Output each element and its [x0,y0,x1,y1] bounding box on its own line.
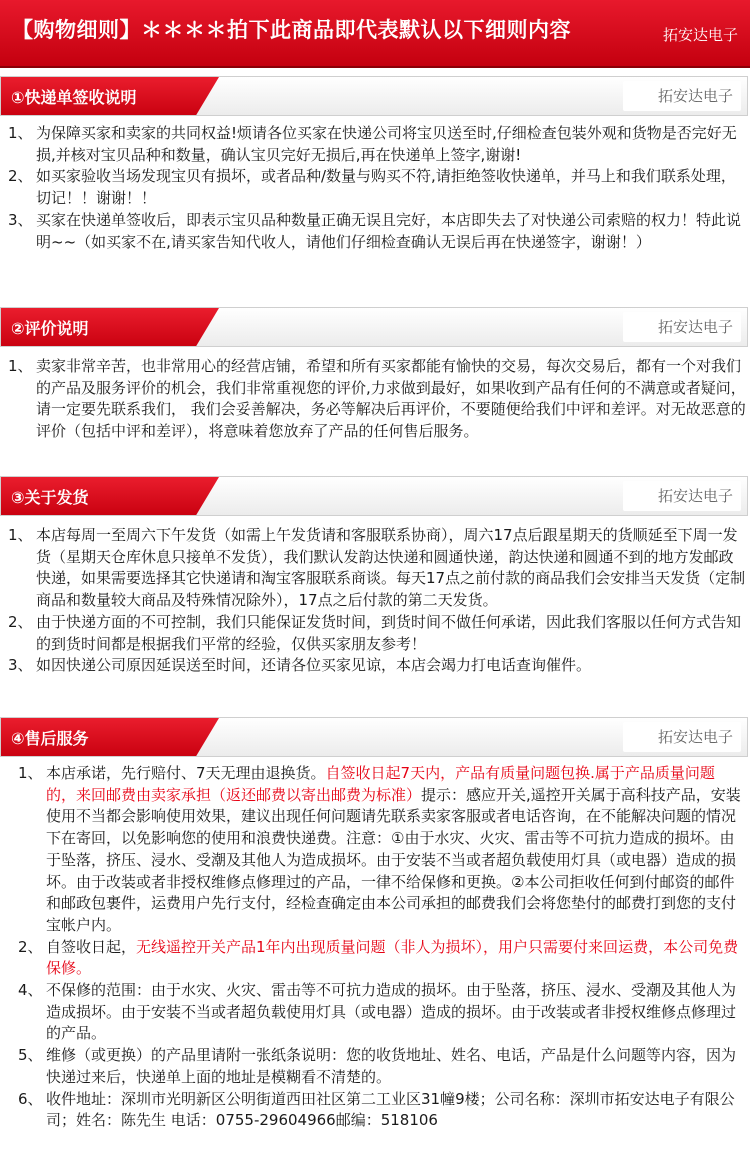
item-text: 维修（或更换）的产品里请附一张纸条说明：您的收货地址、姓名、电话，产品是什么问题等内容，因为快递过来后，快递单上面的地址是模糊看不清楚的。 [46,1046,737,1086]
section-body-shipping [8,525,748,677]
item-number: 4、 [18,981,43,1000]
section-brand: 拓安达电子 [657,87,733,105]
item-number: 1、 [18,764,43,782]
item-number: 5、 [18,1046,43,1065]
item-number: 1、 [8,526,33,544]
item-number: 2、 [8,167,33,186]
item-number: 1、 [8,124,33,142]
section-brand: 拓安达电子 [657,728,733,746]
item-text-highlight: 自签收日起7天内，产品有质量问题包换.属于产品质量问题的，来回邮费由卖家承担（返还邮费以寄出邮费为标准） [46,764,715,804]
item-text: 本店承诺，先行赔付、7天无理由退换货。 [46,764,326,782]
item-text: 买家在快递单签收后，即表示宝贝品种数量正确无误且完好，本店即失去了对快递公司索赔的权力！特此说明~~（如买家不在,请买家告知代收人，请他们仔细检查确认无误后再在快递签字，谢谢！） [36,210,742,251]
banner-title: 【购物细则】＊＊＊＊拍下此商品即代表默认以下细则内容 [12,18,571,42]
item-text: 自签收日起， [46,937,137,956]
item-text: 如买家验收当场发现宝贝有损坏，或者品种/数量与购买不符,请拒绝签收快递单，并马上和我们联系处理，切记！！谢谢！！ [36,167,736,208]
section-header-shipping [0,476,748,516]
section-title: ①快递单签收说明 [11,88,137,107]
list-item [18,980,742,1045]
list-item [8,123,748,166]
banner-brand: 拓安达电子 [662,26,738,44]
item-text: 如因快递公司原因延误送至时间，还请各位买家见谅，本店会竭力打电话查询催件。 [36,656,592,675]
list-item [18,1089,742,1132]
list-item [18,937,742,980]
section-body-signing [8,123,748,253]
item-number: 3、 [8,210,33,229]
item-text: 提示：感应开关,遥控开关属于高科技产品，安装使用不当都会影响使用效果，建议出现任何问题请先联系卖家客服或者电话咨询，在不能解决问题的情况下在寄回，以免影响您的使用和浪费快递费。注意：①由于水灾、火灾、雷击等不可抗力造成的损坏。由于坠落，挤压、浸水、受潮及其他人为造成损坏。由于安装不当或者超负载使用灯具（或电器）造成的损坏。由于改装或者非授权维修点修理过的产品，一律不给保修和更换。②本公司拒收任何到付邮资的邮件和邮政包裹件，运费用户先行支付，经检查确定由本公司承担的邮费我们会将您垫付的邮费打到您的支付宝帐户内。 [46,785,741,934]
list-item [8,166,748,209]
list-item [8,525,748,612]
list-item [8,356,748,443]
item-text: 收件地址：深圳市光明新区公明街道西田社区第二工业区31幢9楼；公司名称：深圳市拓安达电子有限公司；姓名：陈先生 电话：0755-29604966邮编：518106 [46,1089,735,1130]
section-title: ④售后服务 [11,729,89,748]
list-item [18,763,742,937]
item-text: 不保修的范围：由于水灾、火灾、雷击等不可抗力造成的损坏。由于坠落，挤压、浸水、受潮及其他人为造成损坏。由于安装不当或者超负载使用灯具（或电器）造成的损坏。由于改装或者非授权维修点修理过的产品。 [46,981,737,1043]
item-text: 卖家非常辛苦，也非常用心的经营店铺，希望和所有买家都能有愉快的交易，每次交易后，都有一个对我们的产品及服务评价的机会，我们非常重视您的评价,力求做到最好，如果收到产品有任何的不满意或者疑问，请一定要先联系我们， 我们会妥善解决，务必等解决后再评价，不要随便给我们中评和差评。对无故恶意的评价（包括中评和差评），将意味着您放弃了产品的任何售后服务。 [36,357,746,441]
section-header-after-sales [0,717,748,757]
section-brand: 拓安达电子 [657,487,733,505]
item-number: 6、 [18,1089,43,1108]
item-number: 2、 [8,612,33,631]
list-item [8,655,748,677]
section-header-review [0,307,748,347]
item-text: 为保障买家和卖家的共同权益!烦请各位买家在快递公司将宝贝送至时,仔细检查包装外观和货物是否完好无损,并核对宝贝品种和数量，确认宝贝完好无损后,再在快递单上签字,谢谢! [36,124,737,164]
item-text-highlight: 无线遥控开关产品1年内出现质量问题（非人为损坏），用户只需要付来回运费，本公司免费保修。 [46,937,739,978]
section-title: ②评价说明 [11,319,89,338]
item-number: 3、 [8,656,33,675]
item-text: 由于快递方面的不可控制，我们只能保证发货时间，到货时间不做任何承诺，因此我们客服以任何方式告知的到货时间都是根据我们平常的经验，仅供买家朋友参考！ [36,612,742,653]
list-item [8,612,748,655]
list-item [18,1045,742,1088]
header-banner [0,0,750,68]
list-item [8,210,748,253]
item-number: 1、 [8,357,33,375]
section-brand: 拓安达电子 [657,318,733,336]
section-header-signing [0,76,748,116]
section-body-review [8,356,748,443]
item-text: 本店每周一至周六下午发货（如需上午发货请和客服联系协商），周六17点后跟星期天的货顺延至下周一发货（星期天仓库休息只接单不发货），我们默认发韵达快递和圆通快递，韵达快递和圆通不到的地方发邮政快递，如果需要选择其它快递请和淘宝客服联系商谈。每天17点之前付款的商品我们会安排当天发货（定制商品和数量较大商品及特殊情况除外），17点之后付款的第二天发货。 [36,526,746,610]
item-number: 2、 [18,937,43,956]
section-body-after-sales [18,763,742,1132]
section-title: ③关于发货 [11,488,89,507]
